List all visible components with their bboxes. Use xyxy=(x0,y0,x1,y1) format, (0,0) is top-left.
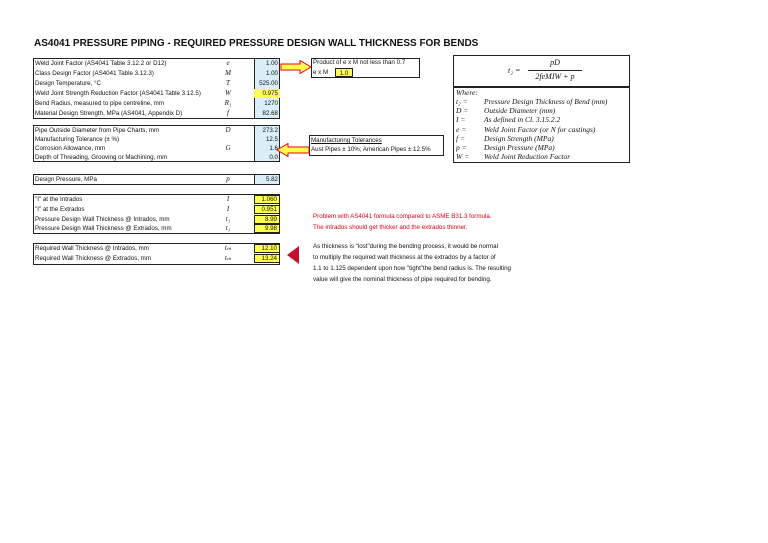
result-row-value[interactable]: 0.951 xyxy=(254,205,280,214)
pressure-row-value[interactable]: 5.82 xyxy=(265,176,278,183)
pipe-row-symbol: G xyxy=(225,144,231,152)
pipe-row-value[interactable]: 1.6 xyxy=(269,145,278,152)
pipe-row-label: Pipe Outside Diameter from Pipe Charts, mm xyxy=(35,127,160,134)
factor-row-symbol: T xyxy=(226,79,230,87)
pressure-row-symbol: p xyxy=(226,175,230,183)
where-description: Design Strength (MPa) xyxy=(484,133,554,143)
page-title: AS4041 PRESSURE PIPING - REQUIRED PRESSURE DESIGN WALL THICKNESS FOR BENDS xyxy=(34,38,479,49)
factor-row-value[interactable]: 525.00 xyxy=(259,80,278,87)
where-symbol: I = xyxy=(456,115,466,125)
required-row-symbol: tₘ xyxy=(224,244,232,252)
factor-row-label: Class Design Factor (AS4041 Table 3.12.3) xyxy=(35,70,154,77)
factor-row-label: Weld Joint Factor (AS4041 Table 3.12.2 or D12) xyxy=(35,60,167,67)
pipe-row-symbol: D xyxy=(225,126,231,134)
arrow-left-icon xyxy=(276,143,310,157)
result-row-value[interactable]: 1.060 xyxy=(254,195,280,204)
arrow-right-icon xyxy=(280,60,312,74)
thinning-note-line3: 1.1 to 1.125 dependent upon how "tight"the bend radius is. The resulting xyxy=(313,265,511,272)
where-description: Weld Joint Factor (or N for castings) xyxy=(484,124,596,134)
result-row-label: Pressure Design Wall Thickness @ Extrados, mm xyxy=(35,225,172,233)
factor-row-symbol: e xyxy=(226,59,230,67)
pipe-row-label: Depth of Threading, Grooving or Machining, mm xyxy=(35,154,168,161)
result-row-label: "I" at the Extrados xyxy=(35,205,85,213)
required-row-symbol: tₘ xyxy=(224,254,232,262)
where-symbol: W = xyxy=(456,152,470,162)
where-symbol: t₂ = xyxy=(456,97,468,106)
problem-note-line1: Problem with AS4041 formula compared to ASME B31.3 formula. xyxy=(313,213,492,220)
factor-row-symbol: f xyxy=(227,109,229,117)
result-row-value[interactable]: 9.98 xyxy=(254,224,280,233)
pipe-row-symbol xyxy=(221,135,235,144)
where-description: As defined in Cl. 3.15.2.2 xyxy=(484,115,561,125)
factor-row-label: Weld Joint Strength Reduction Factor (AS4041 Table 3.12.5) xyxy=(35,90,201,97)
pipe-row-value[interactable]: 0.0 xyxy=(269,154,278,161)
problem-note-line2: The intrados should get thicker and the extrados thinner. xyxy=(313,224,468,231)
where-description: Outside Diameter (mm) xyxy=(484,106,556,116)
result-row-symbol: t₁ xyxy=(225,224,231,233)
tolerances-heading: Manufacturing Tolerances xyxy=(311,137,382,144)
where-symbol: f = xyxy=(456,133,466,143)
factor-row-value[interactable]: 1.00 xyxy=(265,60,278,67)
factor-row-value[interactable]: 1.00 xyxy=(265,70,278,77)
pressure-row-label: Design Pressure, MPa xyxy=(35,176,97,183)
pipe-row-value[interactable]: 273.2 xyxy=(262,127,278,134)
formula-numerator: pD xyxy=(550,58,560,67)
where-description: Weld Joint Reduction Factor xyxy=(484,152,571,162)
formula-fraction-bar xyxy=(528,70,582,71)
pipe-row-value[interactable]: 12.5 xyxy=(265,136,278,143)
where-symbol: p = xyxy=(456,143,467,152)
formula-lhs: t₂ = xyxy=(508,66,521,75)
thinning-note-line2: to multiply the required wall thickness at the extrados by a factor of xyxy=(313,254,496,261)
formula-denominator: 2feMIW + p xyxy=(535,72,575,81)
where-description: Design Pressure (MPa) xyxy=(484,143,555,152)
required-row-label: Required Wall Thickness @ Intrados, mm xyxy=(35,245,149,252)
result-row-symbol: t₁ xyxy=(225,214,231,223)
result-row-label: "I" at the Intrados xyxy=(35,196,83,203)
product-note-line1: Product of e x M not less than 0.7 xyxy=(313,59,406,66)
where-symbol: D = xyxy=(456,106,469,116)
factor-row-value[interactable]: 1270 xyxy=(264,100,278,107)
product-note-value: 1.0 xyxy=(335,68,353,77)
required-row-label: Required Wall Thickness @ Extrados, mm xyxy=(35,255,151,262)
factor-row-label: Material Design Strength, MPa (AS4041, Appendix D) xyxy=(35,110,183,117)
required-row-value[interactable]: 12.10 xyxy=(254,244,280,253)
factor-row-value[interactable]: 0.975 xyxy=(254,89,280,98)
required-row-value[interactable]: 13.24 xyxy=(254,254,280,263)
pipe-row-symbol xyxy=(221,153,235,162)
tolerances-text: Aust Pipes ± 10%; American Pipes ± 12.5% xyxy=(311,146,431,153)
factor-row-symbol: W xyxy=(225,89,231,97)
pipe-row-label: Manufacturing Tolerance (± %) xyxy=(35,136,120,143)
result-row-symbol: I xyxy=(226,204,230,213)
factor-row-label: Design Temperature, °C xyxy=(35,80,101,87)
result-row-label: Pressure Design Wall Thickness @ Intrados, mm xyxy=(35,215,170,223)
where-symbol: e = xyxy=(456,124,467,134)
pointer-triangle-icon xyxy=(286,245,300,265)
result-row-value[interactable]: 8.99 xyxy=(254,215,280,224)
factor-row-symbol: M xyxy=(225,69,231,77)
thinning-note-line4: value will give the nominal thickness of pipe required for bending. xyxy=(313,276,492,283)
factor-row-label: Bend Radius, measured to pipe centreline, mm xyxy=(35,100,164,107)
factor-row-symbol: R₁ xyxy=(224,99,232,107)
result-row-symbol: I xyxy=(226,195,230,203)
where-description: Pressure Design Thickness of Bend (mm) xyxy=(484,97,608,106)
pipe-row-label: Corrosion Allowance, mm xyxy=(35,145,106,152)
thinning-note-line1: As thickness is "lost"during the bending process, it would be normal xyxy=(313,243,498,250)
where-heading: Where: xyxy=(456,88,478,97)
product-note-prefix: e x M xyxy=(313,69,329,76)
factor-row-value[interactable]: 82.68 xyxy=(262,110,278,117)
